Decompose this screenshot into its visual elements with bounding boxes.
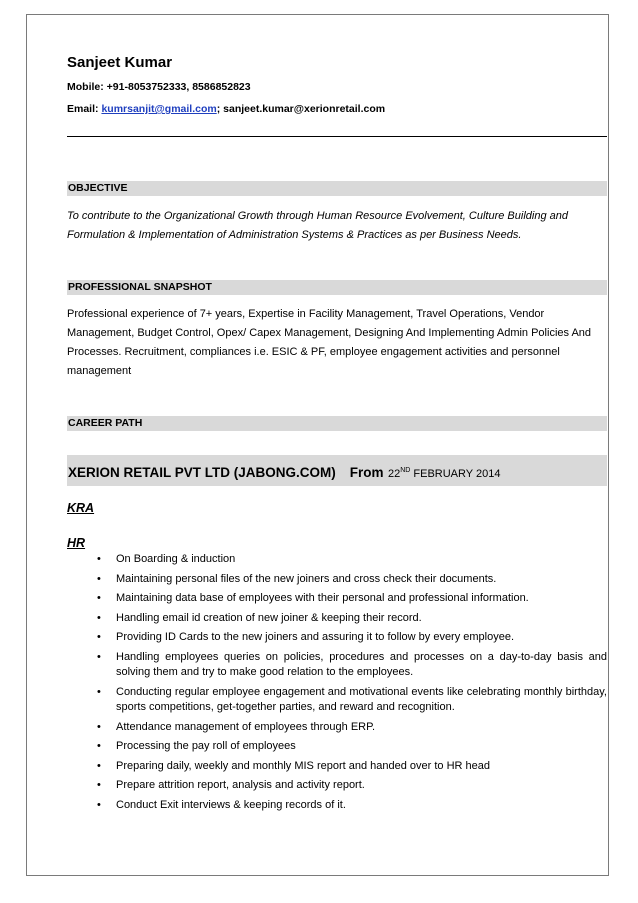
hr-duty-item [95,572,607,588]
bullet-icon: • [97,759,101,772]
mobile-value: +91-8053752333, 8586852823 [106,81,251,93]
hr-duty-text: Providing ID Cards to the new joiners and assuring it to follow by every employee. [116,631,515,643]
hr-duty-text: Handling employees queries on policies, procedures and processes on a day-to-day basis and solving them and try to make good relation to the employees. [116,650,607,678]
from-month-year: FEBRUARY 2014 [413,468,501,480]
hr-duties-list [95,552,607,817]
kra-heading: KRA [67,501,95,515]
email-primary-link[interactable]: kumrsanjit@gmail.com [101,103,217,115]
hr-duty-item [95,798,607,814]
bullet-icon: • [97,553,101,565]
snapshot-heading: PROFESSIONAL SNAPSHOT [67,280,607,295]
bullet-icon: • [97,650,101,663]
bullet-icon: • [97,685,101,698]
company-name: XERION RETAIL PVT LTD (JABONG.COM) [68,465,336,480]
hr-duty-item [95,591,607,607]
hr-duty-item [95,552,607,568]
bullet-icon: • [97,798,101,811]
hr-duty-item [95,611,607,627]
bullet-icon: • [97,572,101,585]
hr-duty-text: Handling email id creation of new joiner & keeping their record. [116,611,422,624]
mobile-line [67,81,251,93]
hr-duty-item [95,630,607,646]
bullet-icon: • [97,779,101,791]
career-heading: CAREER PATH [67,416,607,431]
company-bar [67,455,607,486]
hr-duty-item [95,759,607,775]
from-day: 22 [387,468,401,480]
hr-duty-item [95,720,607,736]
email-separator: ; [216,103,221,115]
hr-duty-text: Maintaining personal files of the new joiners and cross check their documents. [116,572,497,585]
email-line [67,103,385,115]
from-label: From [349,465,384,480]
hr-duty-text: Conducting regular employee engagement and motivational events like celebrating monthly birthday, sports competitions, get-together parties, and reward and recognition. [116,685,607,713]
bullet-icon: • [97,592,101,604]
mobile-label: Mobile: [67,81,104,93]
hr-duty-text: Preparing daily, weekly and monthly MIS report and handed over to HR head [116,759,491,772]
bullet-icon: • [97,611,101,624]
bullet-icon: • [97,631,101,643]
hr-duty-item [95,739,607,755]
header-divider [67,136,607,137]
hr-duty-text: Prepare attrition report, analysis and activity report. [116,779,365,791]
objective-text: To contribute to the Organizational Growth through Human Resource Evolvement, Culture Building and Formulation & Implementation of Administration Systems & Practices as per Business Needs. [67,210,568,241]
hr-duty-item [95,650,607,681]
from-date [388,468,500,480]
hr-duty-text: Processing the pay roll of employees [116,740,296,752]
hr-duty-item [95,685,607,716]
email-secondary: sanjeet.kumar@xerionretail.com [223,103,386,115]
candidate-name: Sanjeet Kumar [67,54,173,71]
hr-heading: HR [67,536,86,550]
objective-heading: OBJECTIVE [67,181,607,196]
hr-duty-text: Attendance management of employees through ERP. [116,720,376,733]
hr-duty-text: Conduct Exit interviews & keeping records of it. [116,798,346,811]
email-label: Email: [67,103,99,115]
from-suffix: ND [400,467,411,474]
bullet-icon: • [97,740,101,752]
snapshot-text: Professional experience of 7+ years, Expertise in Facility Management, Travel Operations, Vendor Management, Budget Control, Opex/ Capex Management, Designing And Implementing Admin Policies And Processes. Recruitment, compliances i.e. ESIC & PF, employee engagement activities and personnel management [67,308,592,377]
hr-duty-text: On Boarding & induction [116,553,236,565]
hr-duty-text: Maintaining data base of employees with their personal and professional information. [116,592,529,604]
bullet-icon: • [97,720,101,733]
hr-duty-item [95,778,607,794]
